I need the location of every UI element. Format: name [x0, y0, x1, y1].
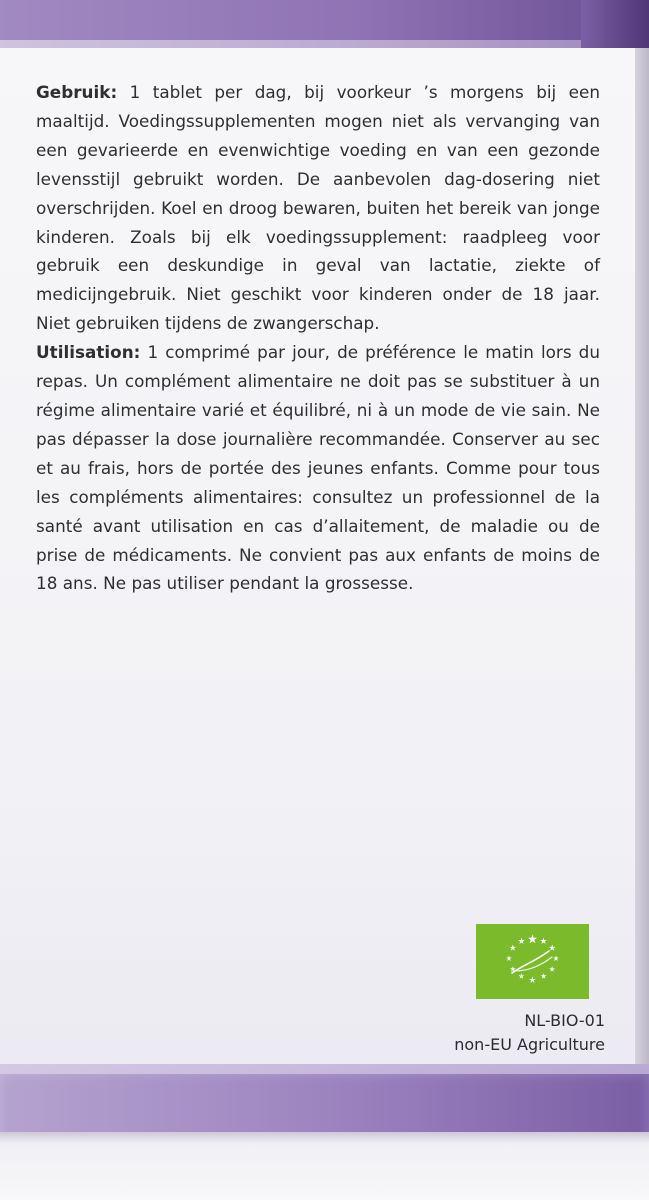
dutch-instructions — [36, 78, 600, 338]
dutch-instructions-text: 1 tablet per dag, bij voorkeur ’s morgens bij een maaltijd. Voedingssupplementen mogen niet als vervanging van een gevarieerde en evenwichtige voeding en van een gezonde levensstijl gebruikt worden. De aanbevolen dag-dosering niet overschrijden. Koel en droog bewaren, buiten het bereik van jonge kinderen. Zoals bij elk voedingssupplement: raadpleeg voor gebruik een deskundige in geval van lactatie, ziekte of medicijngebruik. Niet geschikt voor kinderen onder de 18 jaar. Niet gebruiken tijdens de zwangerschap. — [36, 82, 600, 334]
eu-organic-leaf-icon — [476, 924, 589, 999]
french-instructions-text: 1 comprimé par jour, de préférence le matin lors du repas. Un complément alimentaire ne doit pas se substituer à un régime alimentaire varié et équilibré, ni à un mode de vie sain. Ne pas dépasser la dose journalière recommandée. Conserver au sec et au frais, hors de portée des jeunes enfants. Comme pour tous les compléments alimentaires: consultez un professionnel de la santé avant utilisation en cas d’allaitement, de maladie ou de prise de médicaments. Ne convient pas aux enfants de moins de 18 ans. Ne pas utiliser pendant la grossesse. — [36, 342, 600, 594]
usage-instructions — [36, 78, 600, 598]
bottom-fold-shadow — [0, 1132, 649, 1144]
eu-organic-logo — [476, 924, 589, 999]
top-packaging-band — [0, 0, 649, 48]
agriculture-origin: non-EU Agriculture — [454, 1035, 605, 1054]
bottom-packaging-band — [0, 1064, 649, 1132]
french-instructions-heading: Utilisation: — [36, 342, 141, 363]
top-right-corner-shade — [581, 0, 649, 48]
french-instructions — [36, 338, 600, 598]
dutch-instructions-heading: Gebruik: — [36, 82, 118, 102]
organic-control-code: NL-BIO-01 — [524, 1011, 605, 1030]
right-packaging-edge — [635, 48, 649, 1064]
